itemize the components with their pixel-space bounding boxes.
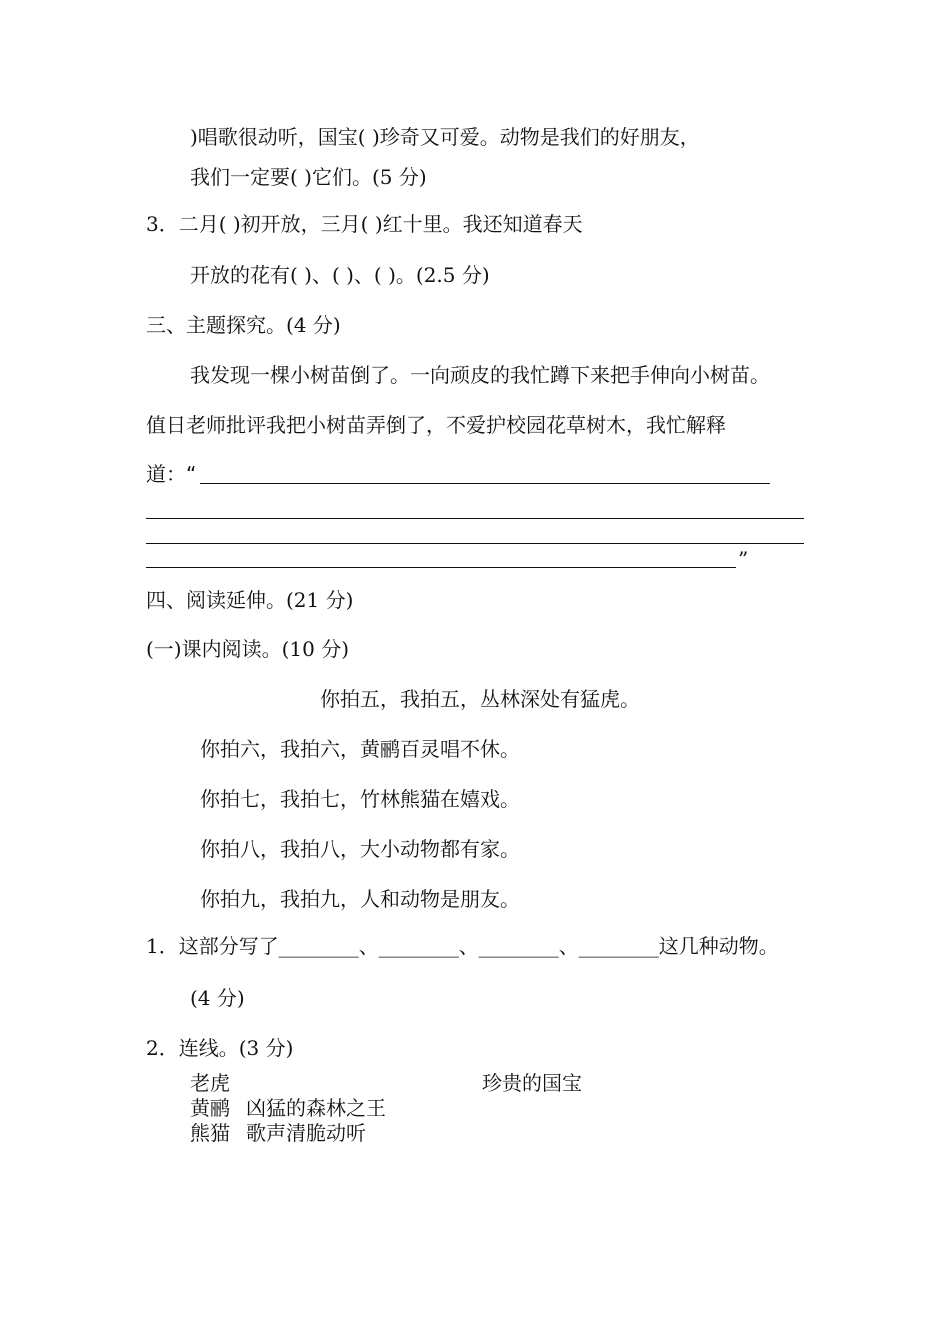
answer-line-4[interactable] — [146, 567, 736, 568]
answer-line-3[interactable] — [146, 543, 804, 544]
section-3-paragraph-1: 我发现一棵小树苗倒了。一向顽皮的我忙蹲下来把手伸向小树苗。 — [190, 363, 770, 387]
match-right-item[interactable]: 歌声清脆动听 — [246, 1121, 366, 1145]
poem-line-5: 你拍九，我拍九，人和动物是朋友。 — [200, 887, 520, 911]
match-left-item[interactable]: 老虎 — [190, 1071, 230, 1095]
answer-line-1[interactable] — [200, 483, 770, 484]
section-3-paragraph-3: 道：“ — [146, 462, 197, 486]
fill-blank-line-2: 我们一定要( )它们。(5 分) — [190, 165, 427, 189]
poem-line-4: 你拍八，我拍八，大小动物都有家。 — [200, 837, 520, 861]
poem-line-1: 你拍五，我拍五，丛林深处有猛虎。 — [320, 687, 640, 711]
poem-line-3: 你拍七，我拍七，竹林熊猫在嬉戏。 — [200, 787, 520, 811]
question-1: 1．这部分写了________、________、________、________这几种动物。 — [146, 934, 779, 958]
question-3-line-1: 3．二月( )初开放，三月( )红十里。我还知道春天 — [146, 212, 583, 236]
poem-line-2: 你拍六，我拍六，黄鹂百灵唱不休。 — [200, 737, 520, 761]
section-3-heading: 三、主题探究。(4 分) — [146, 313, 341, 337]
match-left-item[interactable]: 熊猫 — [190, 1121, 230, 1145]
question-3-line-2: 开放的花有( )、( )、( )。(2.5 分) — [190, 263, 490, 287]
fill-blank-line-1: )唱歌很动听，国宝( )珍奇又可爱。动物是我们的好朋友， — [190, 125, 700, 149]
question-2: 2．连线。(3 分) — [146, 1036, 294, 1060]
match-left-item[interactable]: 黄鹂 — [190, 1096, 230, 1120]
match-right-item[interactable]: 凶猛的森林之王 — [246, 1096, 386, 1120]
section-3-paragraph-2: 值日老师批评我把小树苗弄倒了，不爱护校园花草树木，我忙解释 — [146, 413, 726, 437]
match-right-item[interactable]: 珍贵的国宝 — [482, 1071, 582, 1095]
answer-line-2[interactable] — [146, 518, 804, 519]
question-1-score: (4 分) — [190, 986, 245, 1010]
section-4-heading: 四、阅读延伸。(21 分) — [146, 588, 354, 612]
closing-quote: ” — [738, 547, 749, 571]
section-4-sub-heading: (一)课内阅读。(10 分) — [146, 637, 350, 661]
